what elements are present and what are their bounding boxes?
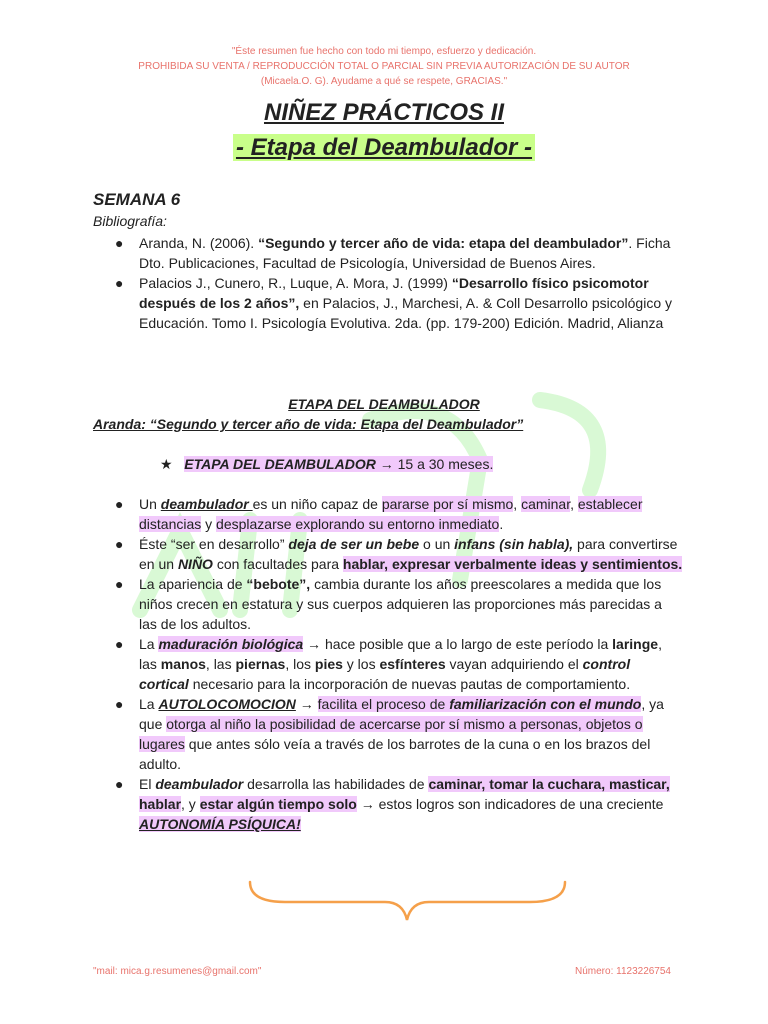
notice-line-2: PROHIBIDA SU VENTA / REPRODUCCIÓN TOTAL O PARCIAL SIN PREVIA AUTORIZACIÓN DE SU AUTOR	[138, 61, 630, 72]
notice-line-1: "Éste resumen fue hecho con todo mi tiempo, esfuerzo y dedicación.	[231, 46, 537, 57]
key-points-list	[93, 494, 683, 834]
list-item: ● Aranda, N. (2006). “Segundo y tercer año de vida: etapa del deambulador”. Ficha Dto. Publicaciones, Facultad de Psicología, Universidad de Buenos Aires.	[115, 235, 671, 271]
footer-email: "mail: mica.g.resumenes@gmail.com"	[93, 966, 262, 977]
section-title: ETAPA DEL DEAMBULADOR	[288, 396, 480, 412]
list-item: ● Un deambulador es un niño capaz de pararse por sí mismo, caminar, establecer distancias y desplazarse explorando su entorno inmediato.	[115, 496, 643, 532]
notice-line-3: (Micaela.O. G). Ayudame a qué se respete, GRACIAS."	[260, 76, 508, 87]
week-heading: SEMANA 6	[93, 190, 181, 209]
curly-brace-icon	[245, 880, 570, 925]
bibliography-list	[93, 233, 683, 333]
list-item: ● El deambulador desarrolla las habilidades de caminar, tomar la cuchara, masticar, hablar, y estar algún tiempo solo → estos logros son indicadores de una creciente AUTONOMÍA PSÍQUICA!	[115, 776, 670, 832]
page-subtitle: - Etapa del Deambulador -	[0, 134, 768, 162]
list-item: ● Éste “ser en desarrollo” deja de ser un bebe o un infans (sin habla), para convertirse en un NIÑO con facultades para hablar, expresar verbalmente ideas y sentimientos.	[115, 536, 683, 572]
list-item: ● La maduración biológica → hace posible que a lo largo de este período la laringe, las manos, las piernas, los pies y los esfínteres vayan adquiriendo el control cortical necesario para la incorporación de nuevas pautas de comportamiento.	[115, 636, 662, 692]
stage-summary: ★ ETAPA DEL DEAMBULADOR → 15 a 30 meses.	[160, 456, 494, 472]
section-subtitle: Aranda: “Segundo y tercer año de vida: Etapa del Deambulador”	[93, 416, 524, 432]
footer-phone: Número: 1123226754	[575, 966, 671, 977]
list-item: ● La AUTOLOCOMOCION → facilita el proceso de familiarización con el mundo, ya que otorga al niño la posibilidad de acercarse por sí mismo a personas, objetos o lugares que antes sólo veía a través de los barrotes de la cuna o en los brazos del adulto.	[115, 696, 664, 772]
star-icon: ★	[160, 456, 173, 472]
page-title: NIÑEZ PRÁCTICOS II	[263, 99, 504, 126]
list-item: ● La apariencia de “bebote”, cambia durante los años preescolares a medida que los niños crecen en estatura y sus cuerpos adquieren las proporciones más parecidas a las de los adultos.	[115, 576, 662, 632]
bibliography-label: Bibliografía:	[93, 213, 167, 229]
copyright-notice	[0, 44, 768, 89]
list-item: ● Palacios J., Cunero, R., Luque, A. Mora, J. (1999) “Desarrollo físico psicomotor después de los 2 años”, en Palacios, J., Marchesi, A. & Coll Desarrollo psicológico y Educación. Tomo I. Psicología Evolutiva. 2da. (pp. 179-200) Edición. Madrid, Alianza	[115, 275, 672, 331]
